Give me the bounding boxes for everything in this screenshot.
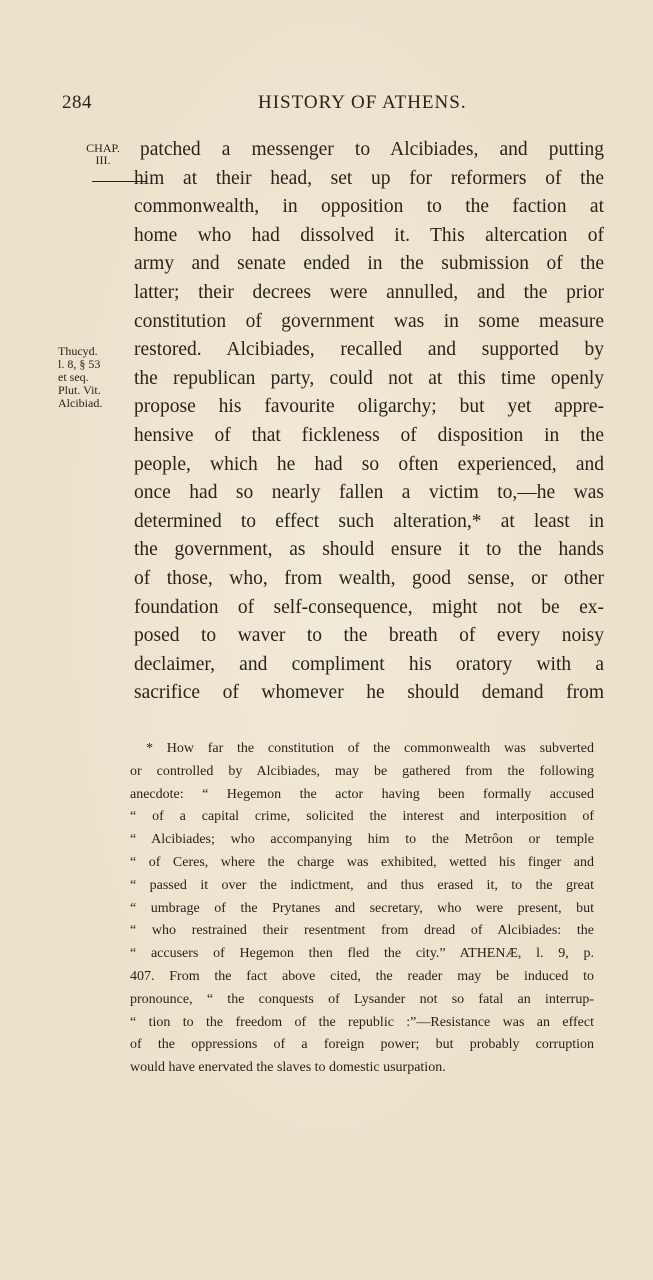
footnote-line: “ passed it over the indictment, and thus erased it, to the great [130, 877, 594, 893]
body-line: declaimer, and compliment his oratory with a [134, 653, 604, 675]
body-line: him at their head, set up for reformers of the [134, 167, 604, 189]
footnote [130, 738, 594, 1080]
chapter-label: CHAP. [86, 141, 120, 155]
body-line: latter; their decrees were annulled, and the prior [134, 281, 604, 303]
body-line: foundation of self-consequence, might not be ex- [134, 596, 604, 618]
body-line: hensive of that fickleness of disposition in the [134, 424, 604, 446]
body-line: propose his favourite oligarchy; but yet appre- [134, 396, 604, 418]
body-line: people, which he had so often experienced, and [134, 453, 604, 475]
body-line: commonwealth, in opposition to the faction at [134, 196, 604, 218]
citation-line: Thucyd. [58, 344, 98, 358]
footnote-line: or controlled by Alcibiades, may be gathered from the following [130, 763, 594, 779]
citation-line: l. 8, § 53 [58, 357, 101, 371]
footnote-line: “ of Ceres, where the charge was exhibited, wetted his finger and [130, 854, 594, 870]
body-line: home who had dissolved it. This altercation of [134, 224, 604, 246]
footnote-line: “ tion to the freedom of the republic :”—Resistance was an effect [130, 1014, 594, 1030]
page-header [62, 92, 502, 120]
footnote-line: pronounce, “ the conquests of Lysander not so fatal an interrup- [130, 991, 594, 1007]
citation-line: Alcibiad. [58, 396, 103, 410]
footnote-line: “ of a capital crime, solicited the interest and interposition of [130, 809, 594, 825]
page-number: 284 [62, 92, 92, 113]
running-head: HISTORY OF ATHENS. [258, 92, 467, 113]
chapter-number: III. [95, 153, 111, 167]
body-line: the republican party, could not at this time openly [134, 367, 604, 389]
footnote-line: “ who restrained their resentment from dread of Alcibiades: the [130, 923, 594, 939]
footnote-line: “ accusers of Hegemon then fled the city.” ATHENÆ, l. 9, p. [130, 946, 594, 962]
body-line: the government, as should ensure it to the hands [134, 539, 604, 561]
footnote-line: 407. From the fact above cited, the reader may be induced to [130, 968, 594, 984]
margin-citation [58, 345, 124, 410]
body-line: restored. Alcibiades, recalled and supported by [134, 339, 604, 361]
body-line: posed to waver to the breath of every noisy [134, 625, 604, 647]
body-line: once had so nearly fallen a victim to,—he was [134, 482, 604, 504]
body-line: of those, who, from wealth, good sense, or other [134, 567, 604, 589]
body-text [134, 136, 604, 708]
footnote-line: * How far the constitution of the commonwealth was subverted [146, 741, 594, 756]
citation-line: et seq. [58, 370, 89, 384]
footnote-line: of the oppressions of a foreign power; but probably corruption [130, 1037, 594, 1053]
body-line: patched a messenger to Alcibiades, and putting [140, 139, 604, 160]
footnote-line: anecdote: “ Hegemon the actor having been formally accused [130, 786, 594, 802]
body-line: army and senate ended in the submission of the [134, 253, 604, 275]
citation-line: Plut. Vit. [58, 383, 101, 397]
body-line: determined to effect such alteration,* at least in [134, 510, 604, 532]
body-line: constitution of government was in some measure [134, 310, 604, 332]
footnote-line: “ umbrage of the Prytanes and secretary, who were present, but [130, 900, 594, 916]
body-line: sacrifice of whomever he should demand from [134, 682, 604, 704]
chapter-marker [78, 142, 128, 166]
footnote-line: “ Alcibiades; who accompanying him to the Metrôon or temple [130, 832, 594, 848]
footnote-line: would have enervated the slaves to domestic usurpation. [130, 1060, 446, 1076]
